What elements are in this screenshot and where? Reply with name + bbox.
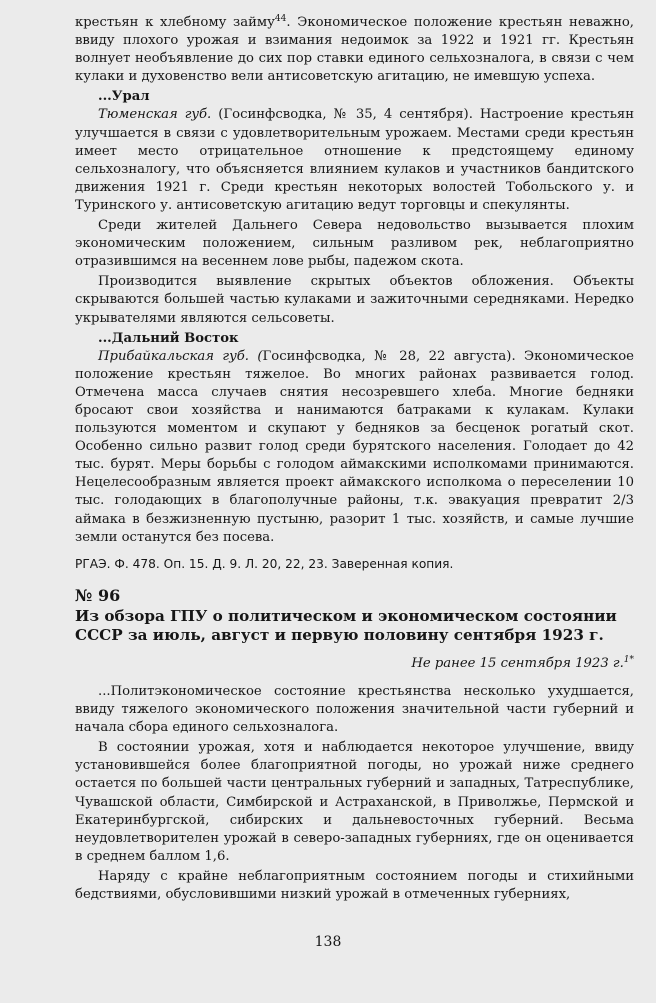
paragraph-hidden-objects: Производится выявление скрытых объектов обложения. Объекты скрываются большей частью кулаками и зажиточными середняками. Нередко укрывателями являются сельсоветы. bbox=[75, 274, 634, 326]
archive-source-note: РГАЭ. Ф. 478. Оп. 15. Д. 9. Л. 20, 22, 23. Заверенная копия. bbox=[75, 556, 454, 571]
region-name: Тюменская губ. bbox=[98, 107, 212, 123]
paragraph-pribaikal bbox=[75, 348, 634, 547]
section-heading-ural: ...Урал bbox=[98, 89, 150, 105]
paragraph-political-economic: ...Политэкономическое состояние крестьянства несколько ухудшается, ввиду тяжелого экономического положения значительной части губерний и начала сбора единого сельхозналога. bbox=[75, 684, 634, 736]
fraction: 2/3 bbox=[612, 493, 634, 509]
paragraph-tyumen-text: (Госинфсводка, № 35, 4 сентября). Настроение крестьян улучшается в связи с удовлетворительным урожаем. Местами среди крестьян имеет место отрицательное отношение к предстоящему единому сельхозналогу, что объясняется влиянием кулаков и участников бандитского движения 1921 г. Среди крестьян некоторых волостей Тобольского у. и Туринского у. антисоветскую агитацию ведут торговцы и спекулянты. bbox=[75, 107, 634, 213]
document-number: № 96 bbox=[75, 585, 121, 605]
paragraph-harvest: В состоянии урожая, хотя и наблюдается некоторое улучшение, ввиду установившейся более благоприятной погоды, но урожай ниже среднего остается по большей части центральных губерний и западных, Татреспублике, Чувашской области, Симбирской и Астраханской, в Приволжье, Пермской и Екатеринбургской, сибирских и дальневосточных губерний. Весьма неудовлетворителен урожай в северо-западных губерниях, где он оценивается в среднем баллом 1,6. bbox=[75, 740, 634, 864]
page-number: 138 bbox=[314, 934, 342, 950]
paragraph-opening-text: крестьян к хлебному займу bbox=[75, 15, 275, 30]
paragraph-pribaikal-end: аймака в безжизненную пустыню, разорит 1 тыс. хозяйств, и самые лучшие земли останутся без посева. bbox=[75, 511, 634, 545]
paragraph-weather: Наряду с крайне неблагоприятным состоянием погоды и стихийными бедствиями, обусловившими низкий урожай в отмеченных губерниях, bbox=[75, 868, 634, 903]
paragraph-far-north: Среди жителей Дальнего Севера недовольство вызывается плохим экономическим положением, сильным разливом рек, неблагоприятно отразившимся на весеннем лове рыбы, падежом скота. bbox=[75, 218, 634, 270]
paragraph-opening bbox=[75, 14, 634, 86]
document-title: Из обзора ГПУ о политическом и экономическом состоянии СССР за июль, август и первую половину сентября 1923 г. bbox=[75, 606, 617, 644]
document-date-text: Не ранее 15 сентября 1923 г. bbox=[411, 655, 624, 671]
footnote-ref[interactable]: 44 bbox=[274, 14, 287, 24]
section-heading-far-east: ...Дальний Восток bbox=[98, 330, 239, 346]
document-date bbox=[75, 655, 634, 673]
paragraph-tyumen bbox=[75, 106, 634, 215]
paragraph-pribaikal-text: Госинфсводка, № 28, 22 августа). Экономическое положение крестьян тяжелое. Во многих районах развивается голод. Отмечена масса случаев снятия несозревшего хлеба. Многие бедняки бросают свои хозяйства и нанимаются батраками к кулакам. Кулаки пользуются моментом и скупают у бедняков за бесценок рогатый скот. Особенно сильно развит голод среди бурятского населения. Голодает до 42 тыс. бурят. Меры борьбы с голодом аймакскими исполкомами принимаются. Нецелесообразным является проект аймакского исполкома о переселении 10 тыс. голодающих в благополучные районы, т.к. эвакуация превратит bbox=[75, 348, 634, 509]
footnote-ref[interactable]: 1* bbox=[623, 654, 634, 665]
paragraph-opening-text-cont: . Экономическое положение крестьян неважно, ввиду плохого урожая и взимания недоимок за 1922 и 1921 гг. Крестьян волнует необъявление до сих пор ставки единого сельхозналога, в связи с чем кулаки и духовенство вели антисоветскую агитацию, не имевшую успеха. bbox=[75, 15, 634, 85]
region-name: Прибайкальская губ. ( bbox=[98, 348, 263, 364]
